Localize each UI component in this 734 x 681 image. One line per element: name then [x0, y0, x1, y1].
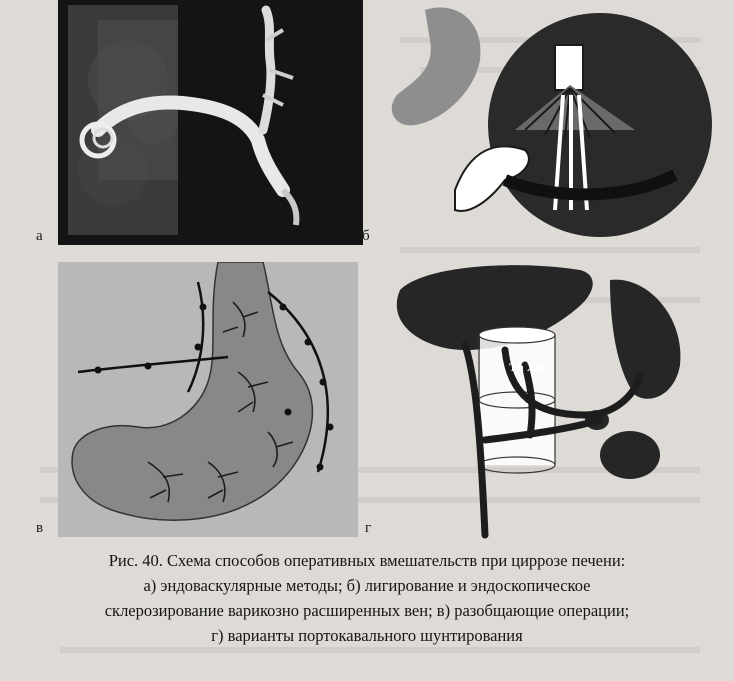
- panel-b-label: б: [362, 228, 370, 244]
- panel-b-ligation: [385, 0, 715, 245]
- panel-a-angiogram: [58, 0, 363, 245]
- caption-line-2: а) эндоваскулярные методы; б) лигирование и эндоскопическое: [143, 576, 591, 595]
- figure-caption: [20, 548, 714, 648]
- panel-v-disconnection: [58, 262, 358, 537]
- panel-g-shunting: [385, 255, 715, 540]
- panel-v-label: в: [36, 520, 44, 536]
- caption-line-4: г) варианты портокавального шунтирования: [211, 626, 523, 645]
- vertebra-label: Th XII: [509, 360, 545, 374]
- caption-line-1: Рис. 40. Схема способов оперативных вмешательств при циррозе печени:: [108, 551, 626, 570]
- caption-line-3: склерозирование варикозно расширенных вен; в) разобщающие операции;: [104, 601, 630, 620]
- panel-a-label: а: [36, 228, 43, 244]
- panel-g-label: г: [365, 520, 372, 536]
